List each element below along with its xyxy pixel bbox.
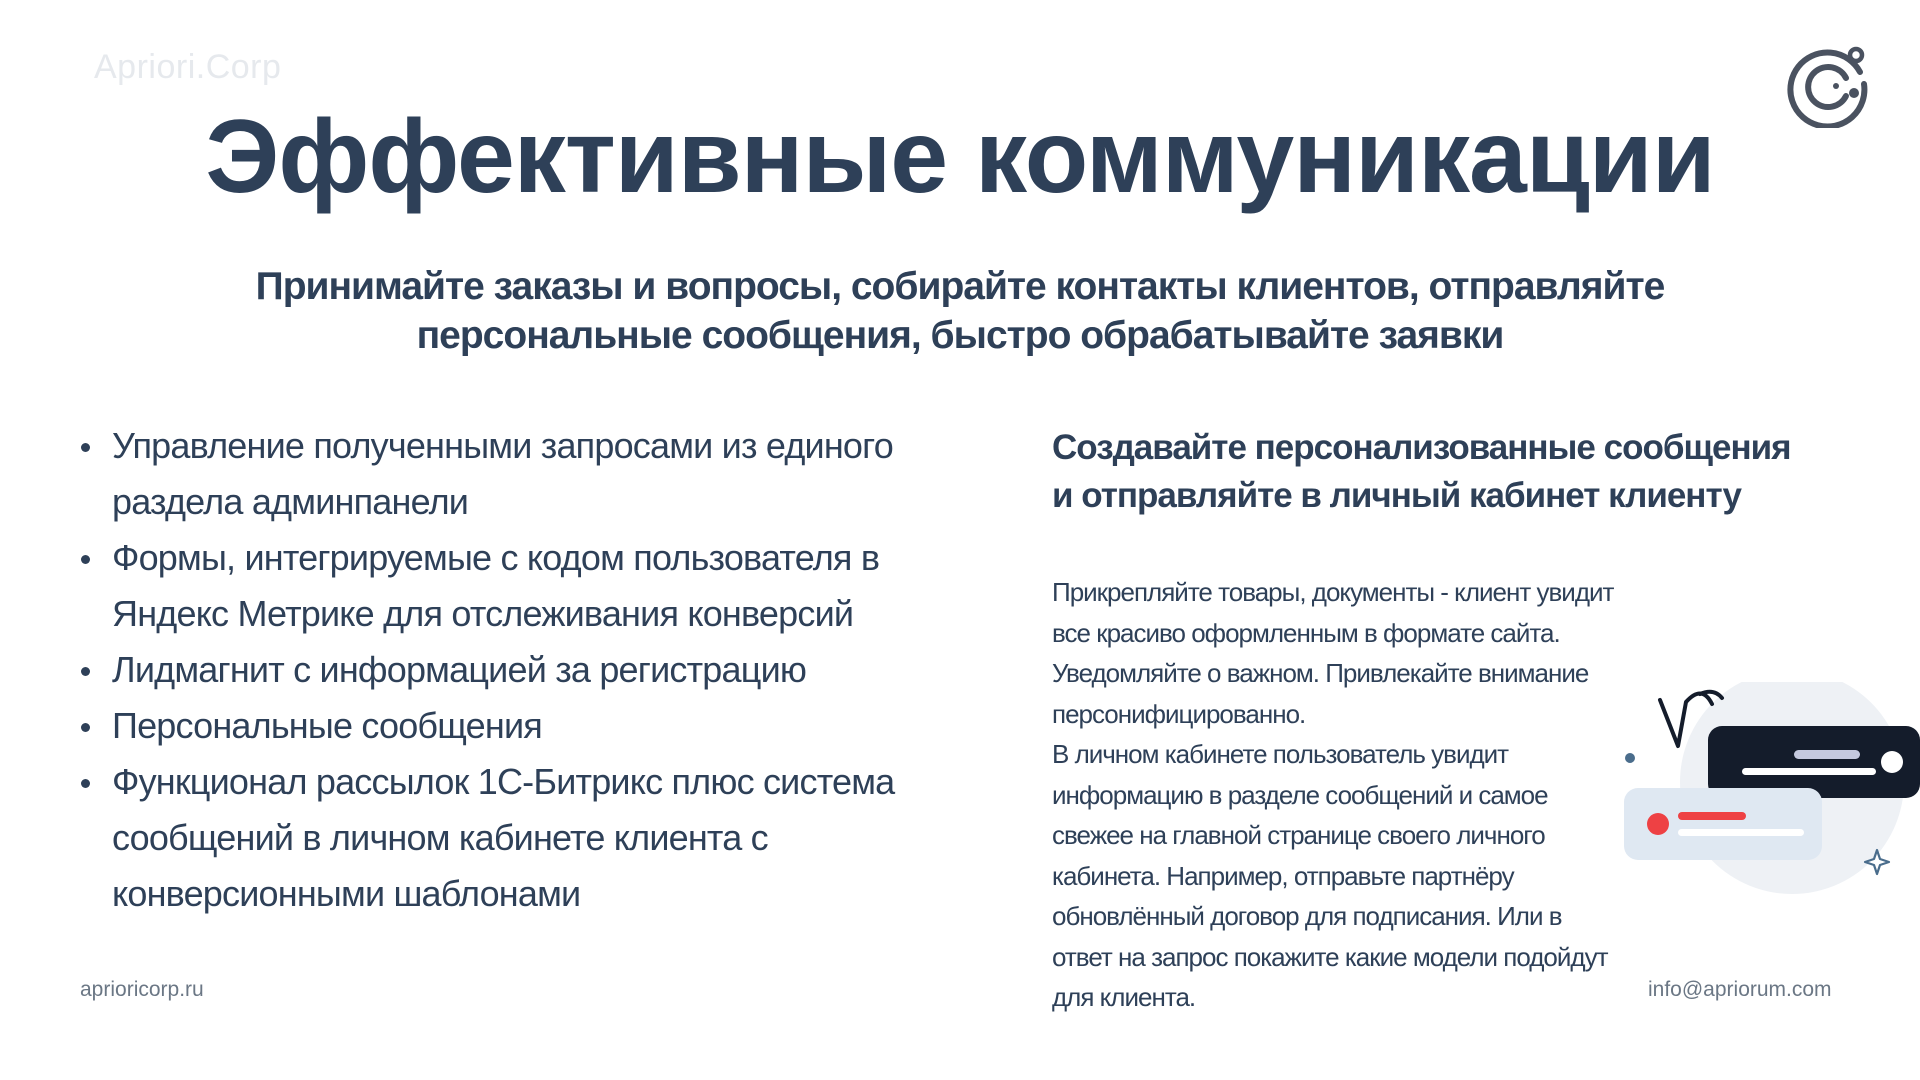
heading-line: и отправляйте в личный кабинет клиенту: [1052, 476, 1741, 515]
list-item: Лидмагнит с информацией за регистрацию: [112, 642, 992, 698]
section-body: [1052, 572, 1622, 1018]
body-paragraph: Прикрепляйте товары, документы - клиент увидит все красиво оформленным в формате сайта. Уведомляйте о важном. Привлекайте внимание персонифицированно.: [1052, 577, 1614, 729]
list-item: Формы, интегрируемые с кодом пользователя в Яндекс Метрике для отслеживания конверсий: [112, 530, 992, 642]
list-item: Функционал рассылок 1С-Битрикс плюс система сообщений в личном кабинете клиента с конверсионными шаблонами: [112, 754, 992, 922]
list-item: Управление полученными запросами из единого раздела админпанели: [112, 418, 992, 530]
body-paragraph: В личном кабинете пользователь увидит информацию в разделе сообщений и самое свежее на главной странице своего личного кабинета. Например, отправьте партнёру обновлённый договор для подписания. Или в ответ на запрос покажите какие модели подойдут для клиента.: [1052, 739, 1608, 1012]
chat-messages-illustration: [1590, 682, 1920, 912]
page-subtitle: [210, 262, 1710, 360]
footer-email[interactable]: info@apriorum.com: [1648, 978, 1832, 1001]
feature-list: [70, 418, 992, 922]
subtitle-line: Принимайте заказы и вопросы, собирайте контакты клиентов, отправляйте: [255, 265, 1665, 308]
list-item: Персональные сообщения: [112, 698, 992, 754]
page-title: Эффективные коммуникации: [205, 99, 1715, 215]
brand-name: Apriori.Corp: [94, 48, 282, 86]
footer-website[interactable]: aprioricorp.ru: [80, 978, 204, 1001]
subtitle-line: персональные сообщения, быстро обрабатывайте заявки: [416, 314, 1504, 357]
section-heading: [1052, 424, 1872, 520]
heading-line: Создавайте персонализованные сообщения: [1052, 428, 1791, 467]
